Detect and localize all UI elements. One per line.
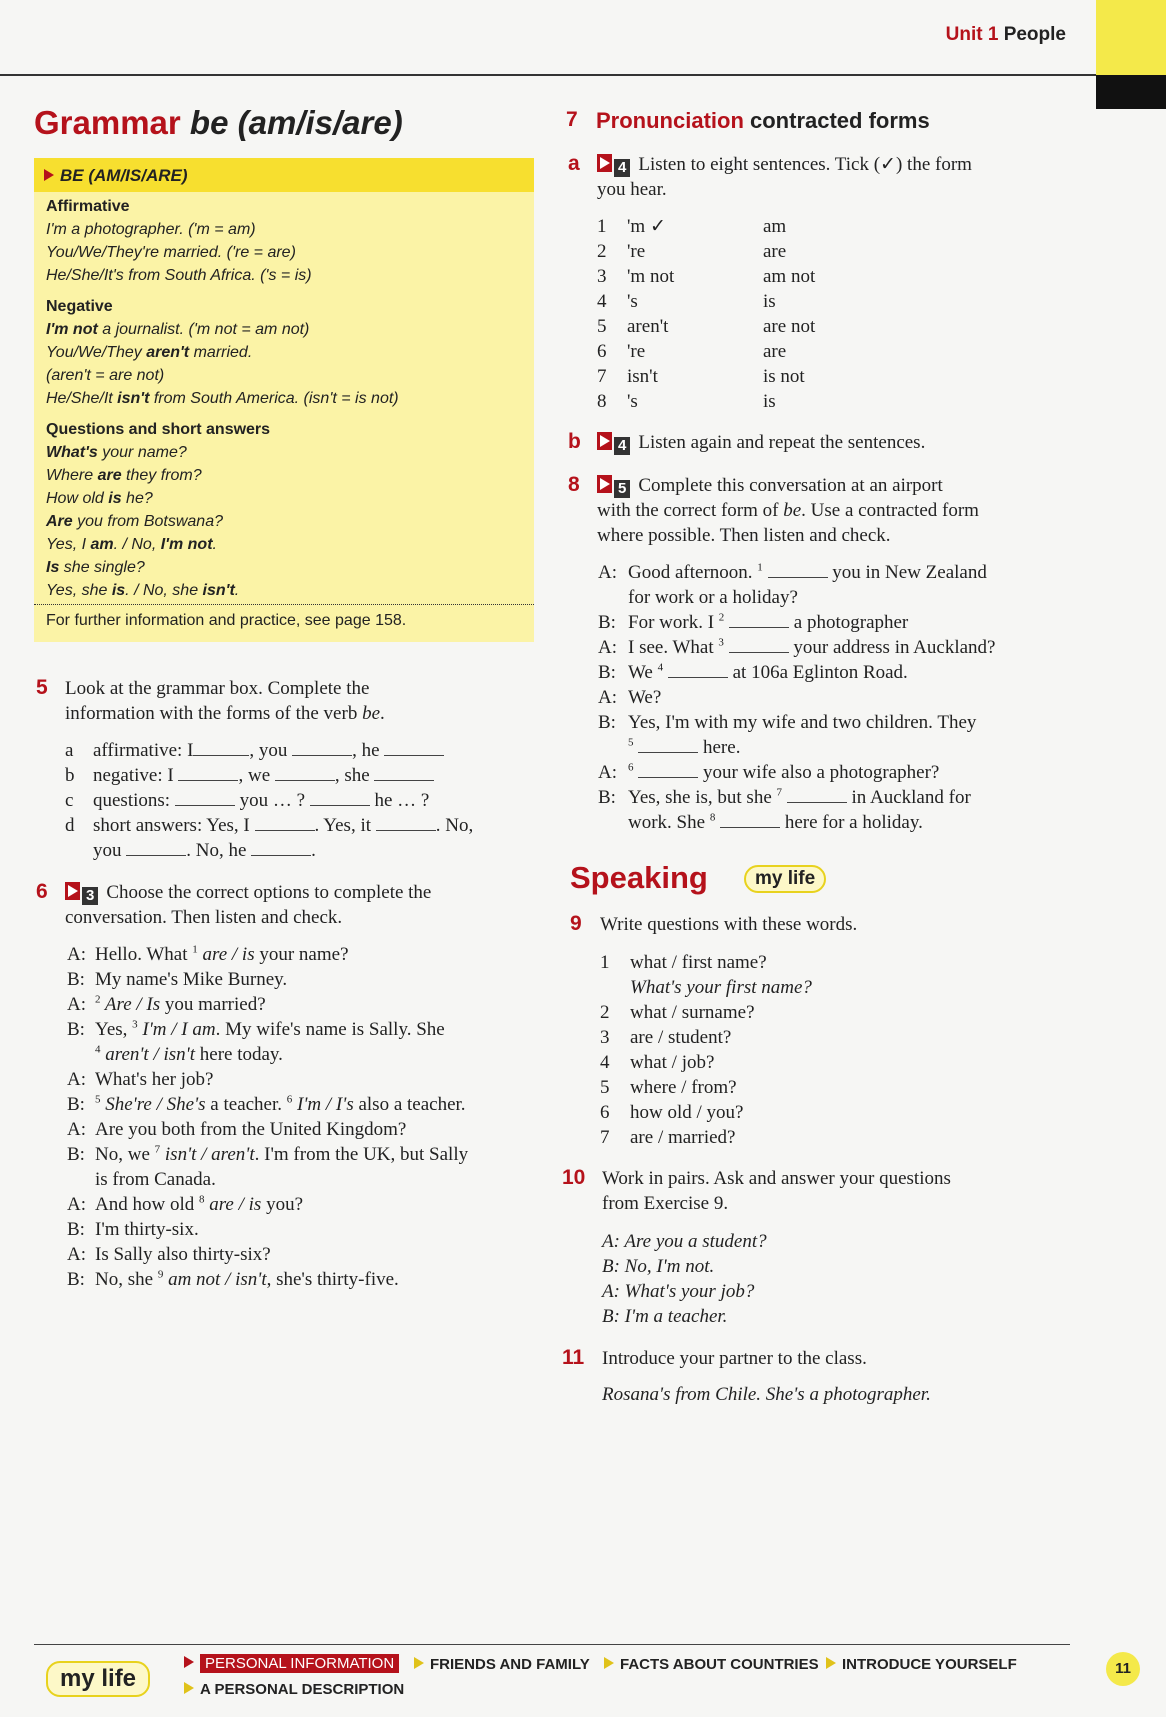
example-dialogue-line-2: B: No, I'm not. xyxy=(602,1256,715,1277)
option-choice[interactable]: am not / isn't xyxy=(163,1269,267,1290)
audio-track-number: 4 xyxy=(614,159,630,177)
question-example-2: Where are they from? xyxy=(46,467,202,484)
exercise-5-item-b: b negative: I , we , she xyxy=(65,763,434,788)
exercise-8-number: 8 xyxy=(568,473,580,496)
exercise-7a-instruction-line-2: you hear. xyxy=(597,179,667,200)
dialogue-8-line-9: A: $^6$ your wife also a photographer? xyxy=(598,761,940,783)
affirmative-example-3: He/She/It's from South Africa. ('s = is) xyxy=(46,267,312,284)
question-prompt-item: 2 what / surname? xyxy=(600,1002,755,1023)
affirmative-heading: Affirmative xyxy=(46,198,130,215)
corner-yellow-bar xyxy=(1096,0,1166,75)
dialogue-8-line-3: B: For work. I $^2$ a photographer xyxy=(598,611,909,633)
question-example-1: What's your name? xyxy=(46,444,187,461)
long-form-option[interactable]: are xyxy=(763,241,787,262)
question-prompt-item: 3 are / student? xyxy=(600,1027,732,1048)
arrow-icon xyxy=(184,1682,194,1694)
contracted-form-row: 5 aren't are not xyxy=(597,316,816,337)
short-form-option[interactable]: 's xyxy=(627,391,638,412)
footer-item-introduce-yourself[interactable]: INTRODUCE YOURSELF xyxy=(826,1656,1017,1673)
negative-example-4: He/She/It isn't from South America. (isn't = is not) xyxy=(46,390,399,407)
exercise-5-item-d-continued: you . No, he . xyxy=(93,840,316,861)
option-choice[interactable]: I'm / I am xyxy=(137,1019,216,1040)
answer-blank[interactable] xyxy=(638,763,698,778)
questions-heading: Questions and short answers xyxy=(46,421,271,438)
long-form-option[interactable]: am xyxy=(763,216,787,237)
dialogue-6-line-7: B: $^5$ She're / She's a teacher. $^6$ I'm / I's also a teacher. xyxy=(67,1093,466,1115)
question-example-5: Yes, I am. / No, I'm not. xyxy=(46,536,217,553)
contracted-form-row: 4 's is xyxy=(597,291,776,312)
long-form-option[interactable]: are not xyxy=(763,316,816,337)
question-example-4: Are you from Botswana? xyxy=(46,513,223,530)
short-form-option[interactable]: isn't xyxy=(627,366,658,387)
option-choice[interactable]: isn't / aren't xyxy=(160,1144,255,1165)
grammar-box-label: BE (AM/IS/ARE) xyxy=(44,166,188,186)
exercise-6-instruction-line-2: conversation. Then listen and check. xyxy=(65,907,343,928)
answer-blank[interactable] xyxy=(374,766,434,781)
dialogue-8-line-7: B: Yes, I'm with my wife and two children. They xyxy=(598,712,977,733)
dialogue-8-line-8: $^5$ here. xyxy=(628,736,741,758)
exercise-8-instruction-line-2: with the correct form of be. Use a contracted form xyxy=(597,500,979,521)
audio-track-number: 5 xyxy=(614,480,630,498)
answer-blank[interactable] xyxy=(310,791,370,806)
question-prompt-item: 1 what / first name? xyxy=(600,952,767,973)
arrow-icon xyxy=(604,1657,614,1669)
exercise-10-instruction-line-1: Work in pairs. Ask and answer your questions xyxy=(602,1168,951,1189)
grammar-title-word: Grammar xyxy=(34,104,181,141)
option-choice[interactable]: Are / Is xyxy=(100,994,161,1015)
short-form-option[interactable]: 're xyxy=(627,341,646,362)
dialogue-6-line-13: A: Is Sally also thirty-six? xyxy=(67,1244,271,1265)
page-number: 11 xyxy=(1106,1652,1140,1686)
long-form-option[interactable]: are xyxy=(763,341,787,362)
affirmative-example-2: You/We/They're married. ('re = are) xyxy=(46,244,296,261)
dialogue-6-line-12: B: I'm thirty-six. xyxy=(67,1219,199,1240)
dialogue-6-line-14: B: No, she $^9$ am not / isn't, she's thirty-five. xyxy=(67,1268,399,1290)
question-prompt-item: 4 what / job? xyxy=(600,1052,715,1073)
dialogue-6-line-3: A: $^2$ Are / Is you married? xyxy=(67,993,266,1015)
question-example-3: How old is he? xyxy=(46,490,153,507)
answer-blank[interactable] xyxy=(768,563,828,578)
dialogue-8-line-5: B: We $^4$ at 106a Eglinton Road. xyxy=(598,661,908,683)
dialogue-6-line-9: B: No, we $^7$ isn't / aren't. I'm from the UK, but Sally xyxy=(67,1143,469,1165)
question-example-6: Is she single? xyxy=(46,559,145,576)
exercise-7b-letter: b xyxy=(568,430,581,453)
footer-item-friends-and-family[interactable]: FRIENDS AND FAMILY xyxy=(414,1656,590,1673)
short-form-option[interactable]: 're xyxy=(627,241,646,262)
exercise-5-item-c: c questions: you … ? he … ? xyxy=(65,790,430,811)
exercise-7-number: 7 xyxy=(566,108,578,131)
contracted-form-row: 8 's is xyxy=(597,391,776,412)
footer-item-facts-about-countries[interactable]: FACTS ABOUT COUNTRIES xyxy=(604,1656,819,1673)
dialogue-6-line-4: B: Yes, $^3$ I'm / I am. My wife's name is Sally. She xyxy=(67,1018,445,1040)
dialogue-8-line-4: A: I see. What $^3$ your address in Auckland? xyxy=(598,636,996,658)
answer-blank[interactable] xyxy=(175,791,235,806)
answer-blank[interactable] xyxy=(292,741,352,756)
exercise-5-number: 5 xyxy=(36,676,48,699)
grammar-box-header xyxy=(34,158,534,192)
question-prompt-item: 5 where / from? xyxy=(600,1077,737,1098)
answer-blank[interactable] xyxy=(384,741,444,756)
question-prompt-item: 6 how old / you? xyxy=(600,1102,744,1123)
answer-blank[interactable] xyxy=(720,813,780,828)
exercise-9-number: 9 xyxy=(570,912,582,935)
long-form-option[interactable]: am not xyxy=(763,266,816,287)
dialogue-6-line-1: A: Hello. What $^1$ are / is your name? xyxy=(67,943,349,965)
dialogue-8-line-2: for work or a holiday? xyxy=(628,587,798,608)
exercise-11-instruction: Introduce your partner to the class. xyxy=(602,1348,867,1369)
option-choice[interactable]: She're / She's xyxy=(100,1094,206,1115)
dialogue-8-line-1: A: Good afternoon. $^1$ you in New Zealand xyxy=(598,561,987,583)
exercise-7a-letter: a xyxy=(568,152,580,175)
question-example-7: Yes, she is. / No, she isn't. xyxy=(46,582,240,599)
exercise-11-number: 11 xyxy=(562,1346,585,1369)
unit-header xyxy=(946,24,1066,46)
short-form-option[interactable]: 'm ✓ xyxy=(627,216,666,237)
contracted-form-row: 7 isn't is not xyxy=(597,366,805,387)
audio-play-icon[interactable] xyxy=(65,882,80,900)
exercise-10-instruction-line-2: from Exercise 9. xyxy=(602,1193,729,1214)
footer-item-personal-information[interactable]: PERSONAL INFORMATION xyxy=(184,1655,399,1672)
exercise-5-item-a: a affirmative: I , you , he xyxy=(65,738,444,763)
dialogue-6-line-8: A: Are you both from the United Kingdom? xyxy=(67,1119,407,1140)
exercise-8-instruction-line-1: 5 Complete this conversation at an airport xyxy=(597,473,943,498)
answer-blank[interactable] xyxy=(668,663,728,678)
dialogue-6-line-11: A: And how old $^8$ are / is you? xyxy=(67,1193,303,1215)
example-answer: What's your first name? xyxy=(630,977,812,998)
exercise-7a-instruction-line-1: 4 Listen to eight sentences. Tick (✓) the form xyxy=(597,152,972,177)
negative-example-2: You/We/They aren't married. xyxy=(46,344,253,361)
arrow-icon xyxy=(826,1657,836,1669)
answer-blank[interactable] xyxy=(729,638,789,653)
contracted-form-row: 6 're are xyxy=(597,341,787,362)
dialogue-6-line-5: $^4$ aren't / isn't here today. xyxy=(95,1043,283,1065)
question-prompt-item: 7 are / married? xyxy=(600,1127,736,1148)
negative-heading: Negative xyxy=(46,298,113,315)
grammar-title xyxy=(34,104,403,142)
option-choice[interactable]: are / is xyxy=(197,944,255,965)
header-rule xyxy=(0,74,1096,76)
dialogue-6-line-6: A: What's her job? xyxy=(67,1069,214,1090)
contracted-form-row: 2 're are xyxy=(597,241,787,262)
long-form-option[interactable]: is not xyxy=(763,366,805,387)
long-form-option[interactable]: is xyxy=(763,391,776,412)
dialogue-6-line-10: is from Canada. xyxy=(95,1169,216,1190)
answer-blank[interactable] xyxy=(255,816,315,831)
footer-my-life-badge: my life xyxy=(46,1661,150,1697)
audio-track-number: 3 xyxy=(82,887,98,905)
contracted-form-row: 3 'm not am not xyxy=(597,266,816,287)
contracted-form-row: 1 'm ✓ am xyxy=(597,216,787,237)
negative-example-3: (aren't = are not) xyxy=(46,367,165,384)
negative-example-1: I'm not a journalist. ('m not = am not) xyxy=(46,321,310,338)
dialogue-8-line-11: work. She $^8$ here for a holiday. xyxy=(628,811,923,833)
example-dialogue-line-4: B: I'm a teacher. xyxy=(602,1306,728,1327)
answer-blank[interactable] xyxy=(787,788,847,803)
option-choice[interactable]: I'm / I's xyxy=(292,1094,354,1115)
speaking-title: Speaking xyxy=(570,860,708,895)
example-dialogue-line-3: A: What's your job? xyxy=(602,1281,755,1302)
answer-blank[interactable] xyxy=(193,741,249,756)
audio-play-icon[interactable] xyxy=(597,432,612,450)
answer-blank[interactable] xyxy=(376,816,436,831)
grammar-footer-reference: For further information and practice, see page 158. xyxy=(46,612,407,629)
dialogue-8-line-10: B: Yes, she is, but she $^7$ in Auckland for xyxy=(598,786,971,808)
dialogue-6-line-2: B: My name's Mike Burney. xyxy=(67,969,288,990)
exercise-8-instruction-line-3: where possible. Then listen and check. xyxy=(597,525,891,546)
exercise-11-example: Rosana's from Chile. She's a photographer. xyxy=(602,1384,931,1405)
arrow-icon xyxy=(414,1657,424,1669)
short-form-option[interactable]: aren't xyxy=(627,316,669,337)
audio-play-icon[interactable] xyxy=(597,475,612,493)
exercise-10-number: 10 xyxy=(562,1166,586,1189)
answer-blank[interactable] xyxy=(251,841,311,856)
answer-blank[interactable] xyxy=(638,738,698,753)
exercise-6-number: 6 xyxy=(36,880,48,903)
unit-title: People xyxy=(1003,24,1066,45)
grammar-title-topic: be (am/is/are) xyxy=(189,104,403,141)
footer-rule xyxy=(34,1644,1070,1645)
footer-item-personal-description[interactable]: A PERSONAL DESCRIPTION xyxy=(184,1681,404,1698)
pronunciation-title: Pronunciation contracted forms xyxy=(596,108,930,133)
arrow-icon xyxy=(44,169,54,181)
answer-blank[interactable] xyxy=(178,766,238,781)
short-form-option[interactable]: 'm not xyxy=(627,266,675,287)
grammar-footer-divider xyxy=(34,604,534,605)
corner-black-bar xyxy=(1096,75,1166,109)
arrow-icon xyxy=(184,1656,194,1668)
exercise-7b-instruction: 4 Listen again and repeat the sentences. xyxy=(597,430,925,455)
exercise-5-instruction-line-2: information with the forms of the verb be. xyxy=(65,703,385,724)
option-choice[interactable]: are / is xyxy=(204,1194,262,1215)
answer-blank[interactable] xyxy=(126,841,186,856)
exercise-9-instruction: Write questions with these words. xyxy=(600,914,858,935)
answer-blank[interactable] xyxy=(729,613,789,628)
short-form-option[interactable]: 's xyxy=(627,291,638,312)
exercise-5-item-d: d short answers: Yes, I . Yes, it . No, xyxy=(65,815,474,836)
unit-label: Unit 1 xyxy=(945,24,999,45)
long-form-option[interactable]: is xyxy=(763,291,776,312)
audio-track-number: 4 xyxy=(614,437,630,455)
option-choice[interactable]: aren't / isn't xyxy=(100,1044,196,1065)
my-life-badge: my life xyxy=(744,865,826,893)
exercise-5-instruction-line-1: Look at the grammar box. Complete the xyxy=(65,678,370,699)
affirmative-example-1: I'm a photographer. ('m = am) xyxy=(46,221,256,238)
answer-blank[interactable] xyxy=(275,766,335,781)
audio-play-icon[interactable] xyxy=(597,154,612,172)
grammar-box xyxy=(34,158,534,642)
exercise-6-instruction-line-1: 3 Choose the correct options to complete the xyxy=(65,880,431,905)
example-dialogue-line-1: A: Are you a student? xyxy=(602,1231,767,1252)
dialogue-8-line-6: A: We? xyxy=(598,687,662,708)
